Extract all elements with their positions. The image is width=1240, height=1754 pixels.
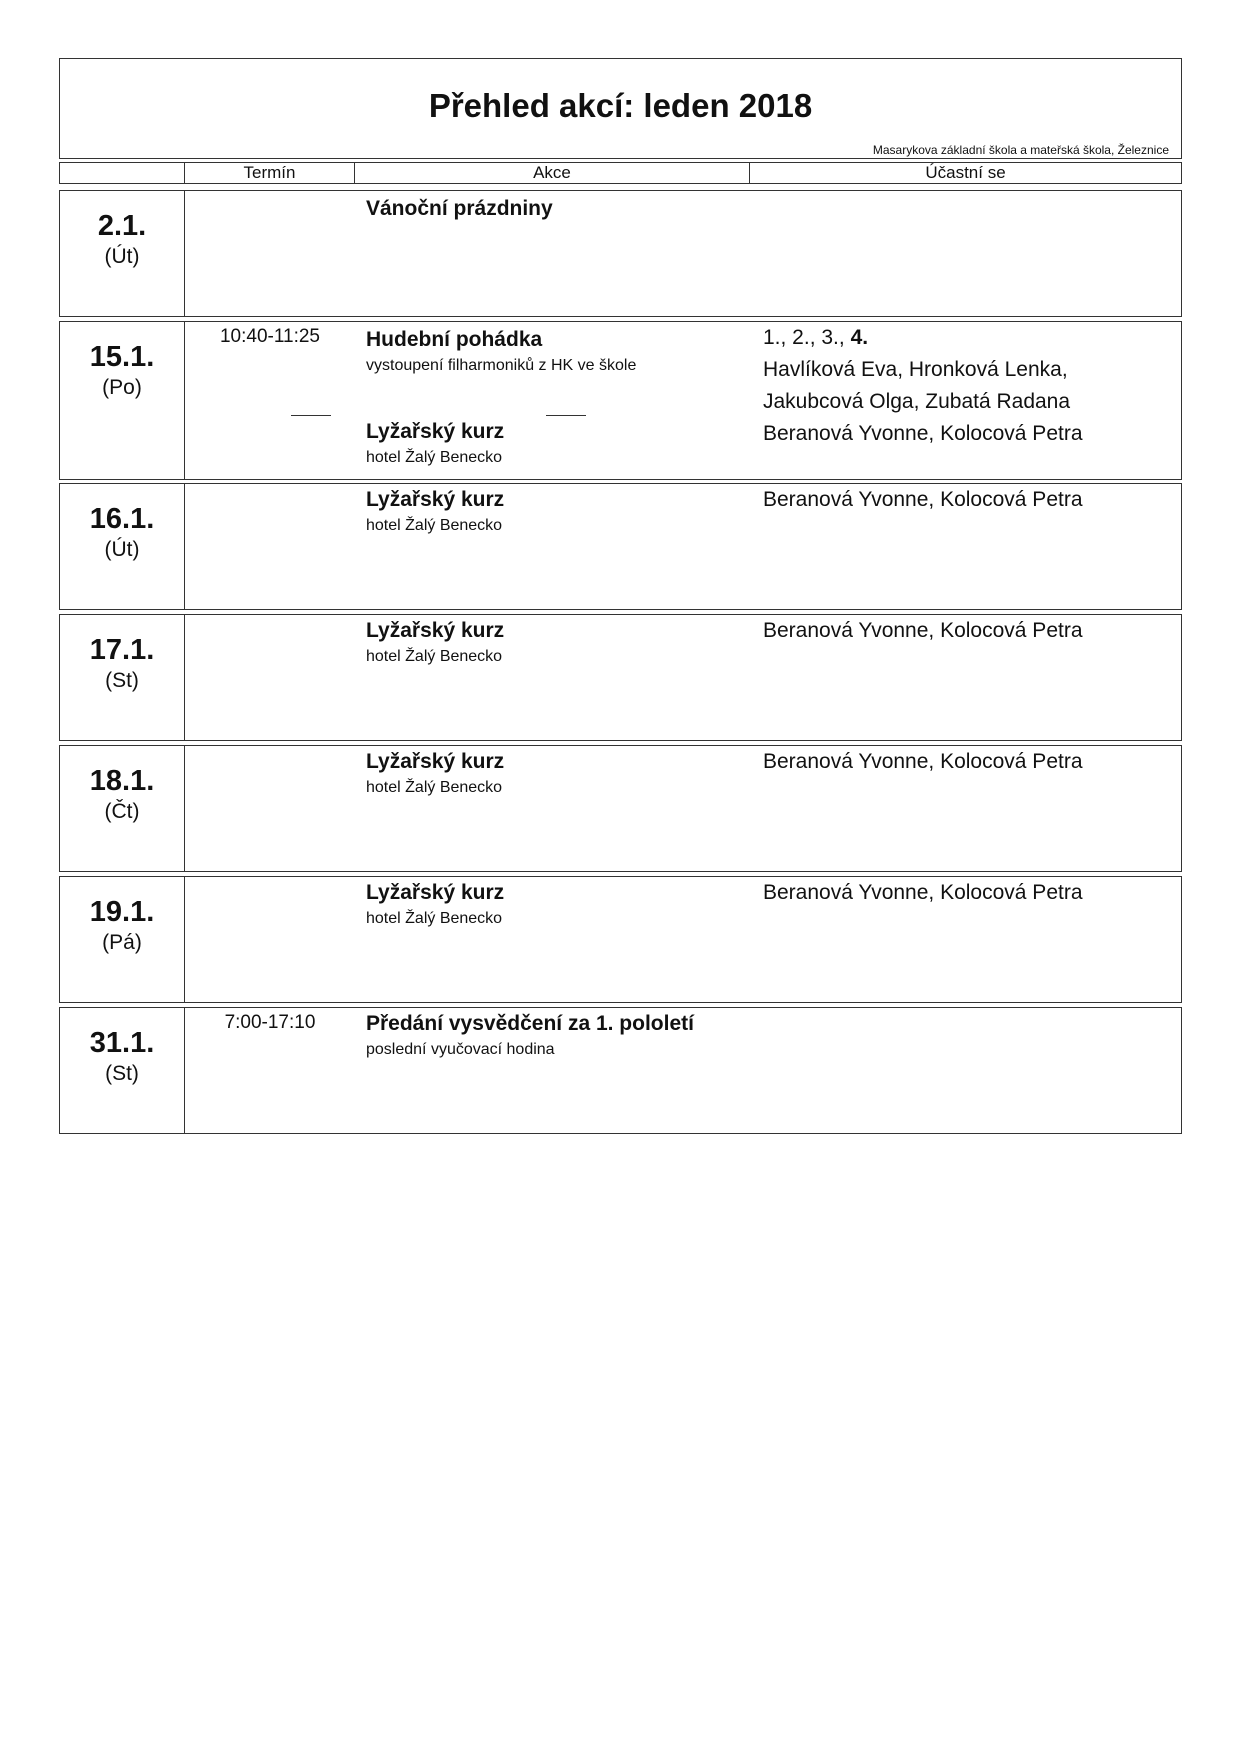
- event-name: Vánoční prázdniny: [366, 197, 553, 220]
- column-header-row: [59, 162, 1182, 184]
- page-header: [59, 58, 1182, 159]
- column-header-ucastni: Účastní se: [749, 163, 1181, 183]
- participants-line: Havlíková Eva, Hronková Lenka,: [763, 358, 1068, 381]
- date: 17.1.: [89, 634, 155, 666]
- event-place: hotel Žalý Benecko: [366, 648, 503, 665]
- event-place: hotel Žalý Benecko: [366, 449, 503, 466]
- date-cell: [60, 615, 185, 740]
- event-cell: [366, 486, 761, 538]
- date: 19.1.: [89, 896, 155, 928]
- event-name: Lyžařský kurz: [366, 488, 505, 511]
- column-header-termin: Termín: [184, 163, 354, 183]
- participants-line: Jakubcová Olga, Zubatá Radana: [763, 390, 1071, 413]
- participants-cell: [763, 615, 1173, 647]
- event-cell: [366, 617, 761, 669]
- day-row: [59, 745, 1182, 872]
- event-name: Lyžařský kurz: [366, 750, 505, 773]
- participants-line: Beranová Yvonne, Kolocová Petra: [763, 422, 1083, 445]
- participants-classes: [763, 322, 1173, 354]
- date: 15.1.: [89, 341, 155, 373]
- day-row: [59, 321, 1182, 480]
- weekday: (Čt): [104, 800, 140, 823]
- column-header-date: [60, 163, 184, 183]
- date-cell: [60, 322, 185, 479]
- participants-cell: [763, 746, 1173, 778]
- event-cell: [366, 748, 761, 800]
- day-row: [59, 1007, 1182, 1134]
- event-name: Hudební pohádka: [366, 328, 543, 351]
- weekday: (St): [105, 669, 139, 692]
- event-time: 7:00-17:10: [224, 1012, 316, 1033]
- page-title: Přehled akcí: leden 2018: [428, 87, 813, 124]
- event-place: hotel Žalý Benecko: [366, 779, 503, 796]
- participants-cell: [763, 322, 1173, 450]
- date: 31.1.: [89, 1027, 155, 1059]
- day-row: [59, 483, 1182, 610]
- date: 18.1.: [89, 765, 155, 797]
- participants-classes-text: 1., 2., 3.,: [763, 326, 851, 349]
- date: 16.1.: [89, 503, 155, 535]
- participants-line: Beranová Yvonne, Kolocová Petra: [763, 488, 1083, 511]
- weekday: (Út): [104, 245, 140, 268]
- participants-line: Beranová Yvonne, Kolocová Petra: [763, 619, 1083, 642]
- event-cell: [366, 195, 761, 223]
- weekday: (Pá): [102, 931, 142, 954]
- day-row: [59, 876, 1182, 1003]
- event-place: hotel Žalý Benecko: [366, 910, 503, 927]
- event-cell: [366, 418, 761, 470]
- weekday: (Po): [102, 376, 142, 399]
- participants-cell: [763, 484, 1173, 516]
- separator-line: [291, 415, 331, 416]
- participants-cell: [763, 877, 1173, 909]
- day-row: [59, 614, 1182, 741]
- event-place: poslední vyučovací hodina: [366, 1041, 555, 1058]
- date: 2.1.: [97, 210, 147, 242]
- date-cell: [60, 1008, 185, 1133]
- event-place: vystoupení filharmoniků z HK ve škole: [366, 357, 637, 374]
- date-cell: [60, 191, 185, 316]
- school-name: Masarykova základní škola a mateřská škola, Železnice: [872, 143, 1169, 157]
- separator-line: [546, 415, 586, 416]
- participants-classes-bold: 4.: [850, 326, 869, 349]
- weekday: (Út): [104, 538, 140, 561]
- event-cell: [366, 1010, 761, 1062]
- event-place: hotel Žalý Benecko: [366, 517, 503, 534]
- event-cell: [366, 879, 761, 931]
- event-time: 10:40-11:25: [219, 326, 320, 347]
- day-row: [59, 190, 1182, 317]
- event-cell: [366, 326, 761, 378]
- date-cell: [60, 484, 185, 609]
- weekday: (St): [105, 1062, 139, 1085]
- event-name: Lyžařský kurz: [366, 420, 505, 443]
- participants-line: Beranová Yvonne, Kolocová Petra: [763, 750, 1083, 773]
- event-name: Lyžařský kurz: [366, 881, 505, 904]
- event-name: Lyžařský kurz: [366, 619, 505, 642]
- participants-line: Beranová Yvonne, Kolocová Petra: [763, 881, 1083, 904]
- date-cell: [60, 877, 185, 1002]
- date-cell: [60, 746, 185, 871]
- column-header-akce: Akce: [354, 163, 749, 183]
- event-name: Předání vysvědčení za 1. pololetí: [366, 1012, 694, 1035]
